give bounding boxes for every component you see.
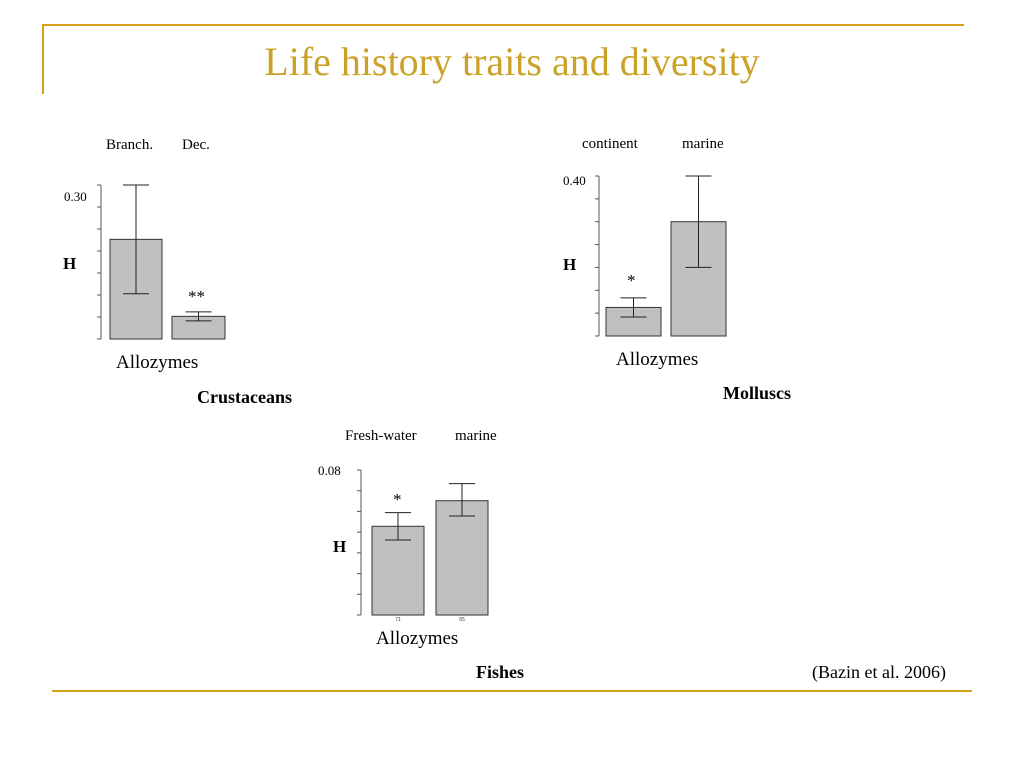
category-label: Branch. xyxy=(106,137,154,153)
sample-size-label: 65 xyxy=(459,617,465,623)
significance-marker: * xyxy=(393,490,402,509)
group-label: Crustaceans xyxy=(197,387,292,407)
marker-label: Allozymes xyxy=(116,352,199,373)
y-tick-label: 0.08 xyxy=(318,463,341,478)
sample-size-label: 71 xyxy=(395,617,401,623)
group-label: Molluscs xyxy=(723,383,792,403)
y-tick-label: 0.30 xyxy=(64,189,87,204)
y-tick-label: 0.40 xyxy=(563,173,586,188)
citation: (Bazin et al. 2006) xyxy=(812,662,946,682)
bar xyxy=(436,501,488,615)
significance-marker: ** xyxy=(188,287,205,306)
significance-marker: * xyxy=(627,271,636,290)
slide-title: Life history traits and diversity xyxy=(264,39,760,84)
y-axis-label: H xyxy=(563,255,577,274)
category-label: continent xyxy=(582,136,638,152)
category-label: marine xyxy=(455,428,497,444)
marker-label: Allozymes xyxy=(616,349,699,370)
category-label: Fresh-water xyxy=(345,428,417,444)
marker-label: Allozymes xyxy=(376,628,459,649)
y-axis-label: H xyxy=(333,537,347,556)
y-axis-label: H xyxy=(63,254,77,273)
category-label: Dec. xyxy=(182,137,210,153)
group-label: Fishes xyxy=(476,662,525,682)
category-label: marine xyxy=(682,136,724,152)
